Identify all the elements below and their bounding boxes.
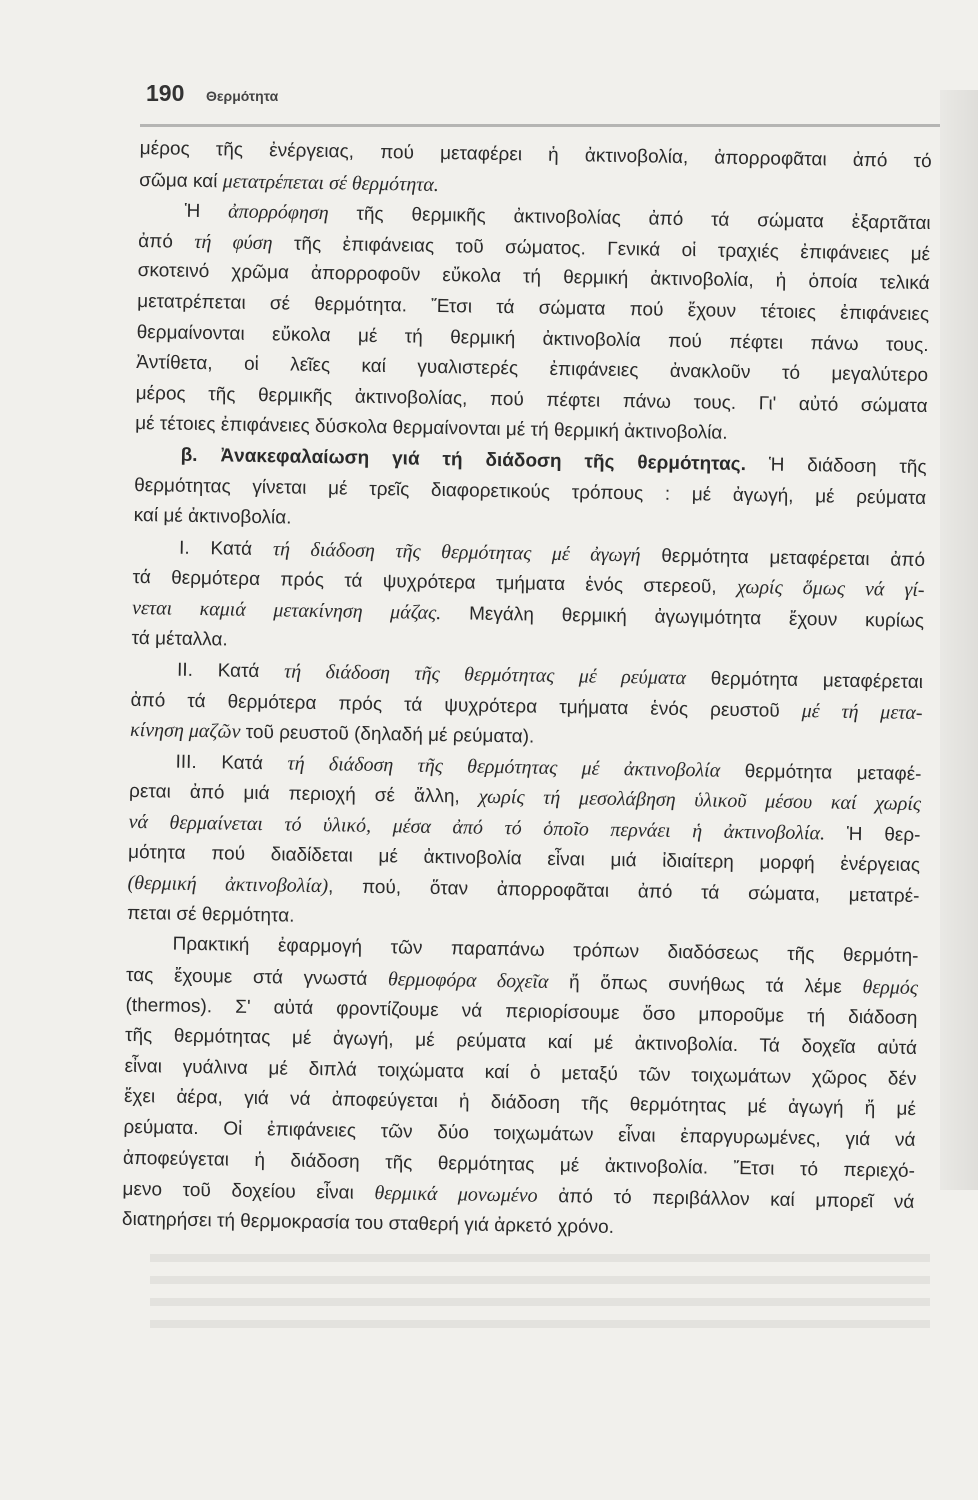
page-header — [146, 78, 946, 128]
text-segment: τά θερμότερα πρός τά ψυχρότερα τμήματα ἑνός στερεοῦ, — [132, 567, 738, 599]
italic-text: χωρίς ὅμως νά γί- — [736, 576, 925, 602]
text-segment: ἀπό τά θερμότερα πρός τά ψυχρότερα τμήματα ἑνός ρευστοῦ — [130, 689, 802, 722]
text-segment: θερμότητα μεταφέρεται — [685, 668, 924, 694]
text-segment: , πού, ὅταν ἀπορροφᾶται ἀπό τά σώματα, μετατρέ- — [327, 876, 920, 908]
text-segment: μέρος τῆς θερμικῆς ἀκτινοβολίας, πού πέφτει πάνω τους. Γι' αὐτό σώματα — [135, 382, 928, 417]
text-segment: μέ τέτοιες ἐπιφάνειες δύσκολα θερμαίνονται μέ τή θερμική ἀκτινοβολία. — [135, 413, 728, 445]
italic-text: τή διάδοση τῆς θερμότητας μέ ἀγωγή — [272, 537, 641, 567]
text-segment: ἀποφεύγεται ἡ διάδοση τῆς θερμότητας μέ ἀκτινοβολία. Ἔτσι τό περιεχό- — [122, 1147, 916, 1182]
text-segment: ρεύματα. Οἱ ἐπιφάνειες τῶν δύο τοιχωμάτων εἶναι ἐπαργυρωμένες, γιά νά — [123, 1116, 916, 1151]
text-segment: θερμαίνονται εὔκολα μέ τή θερμική ἀκτινοβολία πού πέφτει πάνω τους. — [136, 321, 929, 356]
text-segment: πεται σέ θερμότητα. — [126, 902, 295, 927]
italic-text: θερμοφόρα δοχεῖα — [387, 968, 549, 993]
text-segment: τας ἔχουμε στά γνωστά — [125, 964, 389, 991]
text-segment: τά μέταλλα. — [131, 627, 228, 651]
text-segment: ρεται ἀπό μιά περιοχή σέ ἄλλη, — [128, 781, 479, 809]
italic-text: μέ τή μετα- — [801, 699, 923, 724]
running-title: Θερμότητα — [206, 88, 279, 104]
text-segment: μετατρέπεται σέ θερμότητα. Ἔτσι τά σώματα πού ἔχουν τέτοιες ἐπιφάνειες — [137, 290, 930, 326]
text-segment: ἔχει ἀέρα, γιά νά ἀποφεύγεται ἡ διάδοση τῆς θερμότητας μέ ἀγωγή ἤ μέ — [123, 1086, 917, 1121]
bleed-through-text — [150, 1240, 930, 1330]
italic-text: μετατρέπεται σέ θερμότητα. — [222, 169, 440, 196]
text-segment: Μεγάλη θερμική ἀγωγιμότητα ἔχουν κυρίως — [441, 602, 925, 632]
text-segment: ἤ ὅπως συνήθως τά λέμε — [548, 971, 863, 999]
text-segment: Ἀντίθετα, οἱ λεῖες καί γυαλιστερές ἐπιφάνειες ἀνακλοῦν τό μεγαλύτερο — [136, 352, 929, 387]
italic-text: ἀπορρόφηση — [227, 200, 329, 225]
text-segment: II. Κατά — [176, 659, 285, 683]
italic-text: (θερμική ἀκτινοβολία) — [127, 872, 329, 898]
text-segment: τῆς ἐπιφάνειας τοῦ σώματος. Γενικά οἱ τραχιές ἐπιφάνειες μέ — [272, 232, 931, 265]
text-segment: III. Κατά — [175, 751, 288, 775]
italic-text: θερμός — [862, 976, 919, 1000]
page-number: 190 — [146, 80, 185, 106]
page-bleed-shadow — [940, 90, 978, 1190]
bold-heading: β. Ἀνακεφαλαίωση γιά τή διάδοση τῆς θερμότητας. — [180, 444, 747, 476]
text-segment: ἀπό — [138, 230, 195, 253]
text-segment: I. Κατά — [178, 537, 274, 560]
text-segment: διατηρήσει τή θερμοκρασία του σταθερή γιά ἀρκετό χρόνο. — [121, 1208, 615, 1238]
text-segment: μενο τοῦ δοχείου εἶναι — [122, 1179, 375, 1205]
text-segment: τῆς θερμικῆς ἀκτινοβολίας ἀπό τά σώματα ἐξαρτᾶται — [328, 203, 931, 235]
italic-text: θερμικά μονωμένο — [374, 1182, 538, 1207]
text-segment: Ἡ θερ- — [824, 823, 921, 847]
body-text — [122, 134, 932, 1248]
text-segment: καί μέ ἀκτινοβολία. — [133, 505, 292, 529]
text-segment: (thermos). Σ' αὐτά φροντίζουμε νά περιορίσουμε ὅσο μποροῦμε τή διάδοση — [125, 994, 918, 1029]
text-segment: θερμότητας γίνεται μέ τρεῖς διαφορετικούς τρόπους : μέ ἀγωγή, μέ ρεύματα — [134, 474, 927, 509]
text-segment: θερμότητα μεταφέ- — [720, 760, 922, 785]
text-segment: τῆς θερμότητας μέ ἀγωγή, μέ ρεύματα καί μέ ἀκτινοβολία. Τά δοχεῖα αὐτά — [124, 1025, 918, 1060]
text-segment: σκοτεινό χρῶμα ἀπορροφοῦν εὔκολα τή θερμική ἀκτινοβολία, ἡ ὁποία τελικά — [137, 260, 930, 295]
text-segment: εἶναι γυάλινα μέ διπλά τοιχώματα καί ὁ μεταξύ τῶν τοιχωμάτων χῶρος δέν — [124, 1055, 917, 1090]
italic-text: νά θερμαίνεται τό ὑλικό, μέσα ἀπό τό ὁποῖο περνάει ἡ ἀκτινοβολία. — [128, 810, 826, 845]
text-segment: Ἡ διάδοση τῆς — [745, 454, 927, 479]
header-rule — [140, 124, 940, 127]
text-segment: σῶμα καί — [139, 169, 223, 192]
text-segment: ἀπό τό περιβάλλον καί μπορεῖ νά — [537, 1185, 915, 1214]
text-segment: τοῦ ρευστοῦ (δηλαδή μέ ρεύματα). — [240, 722, 535, 748]
text-segment: μέρος τῆς ἐνέργειας, πού μεταφέρει ἡ ἀκτινοβολία, ἀπορροφᾶται ἀπό τό — [139, 137, 932, 173]
italic-text: χωρίς τή μεσολάβηση ὑλικοῦ μέσου καί χωρίς — [478, 786, 922, 816]
text-segment: Ἡ — [184, 200, 229, 223]
text-segment: μότητα πού διαδίδεται μέ ἀκτινοβολία εἶναι μιά ἰδιαίτερη μορφή ἐνέργειας — [127, 841, 921, 876]
italic-text: κίνηση μαζῶν — [129, 719, 241, 744]
text-segment: Πρακτική ἐφαρμογή τῶν παραπάνω τρόπων διαδόσεως τῆς θερμότη- — [172, 934, 919, 968]
italic-text: τή διάδοση τῆς θερμότητας μέ ρεύματα — [283, 660, 687, 690]
italic-text: νεται καμιά μετακίνηση μάζας. — [131, 596, 442, 624]
text-segment: θερμότητα μεταφέρεται ἀπό — [640, 545, 926, 571]
italic-text: τή φύση — [194, 230, 273, 254]
italic-text: τή διάδοση τῆς θερμότητας μέ ἀκτινοβολία — [287, 752, 721, 782]
